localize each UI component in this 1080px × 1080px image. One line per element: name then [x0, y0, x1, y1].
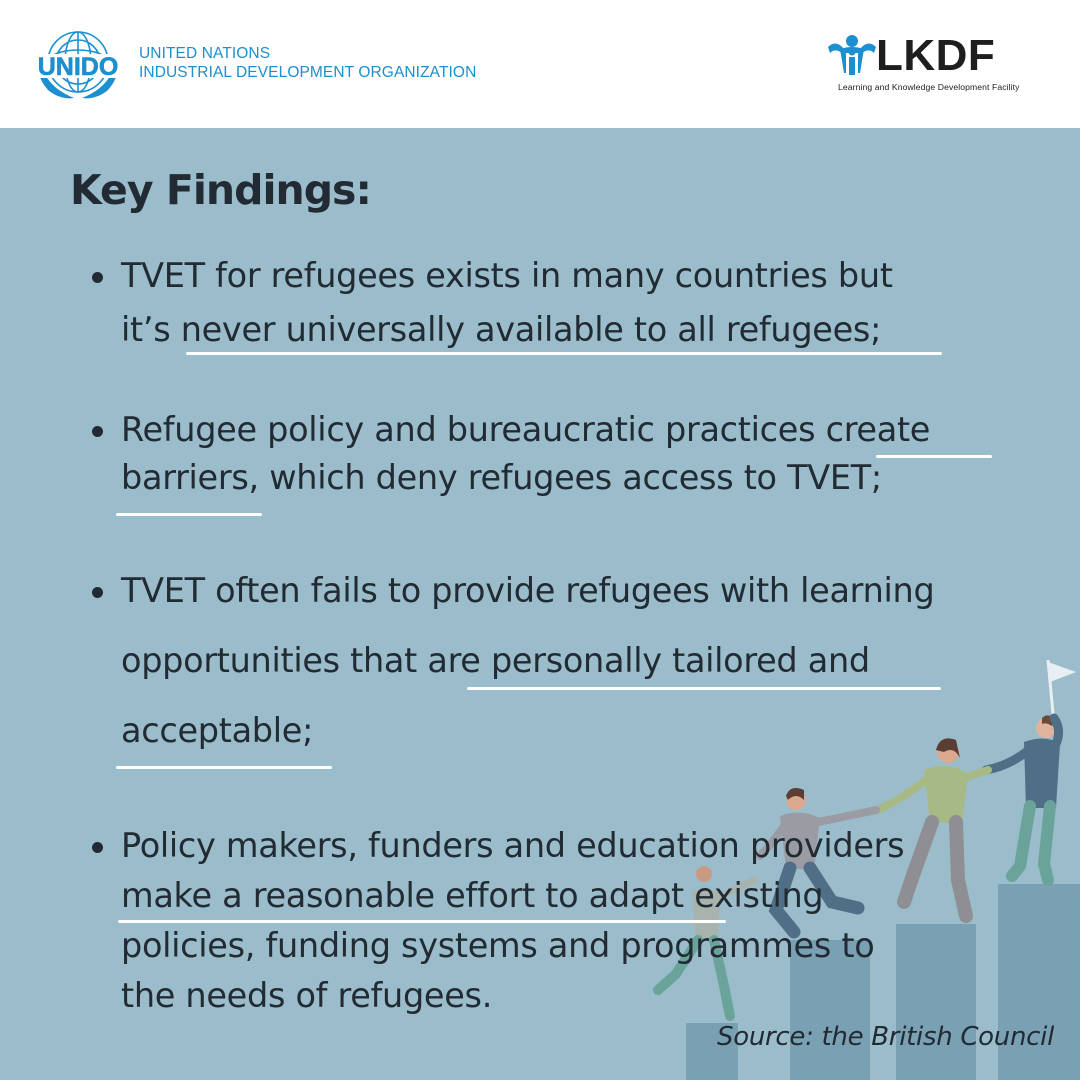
findings-list [90, 0, 1050, 1080]
bullet-3-line-3: acceptable; [121, 711, 314, 750]
underline-highlight [116, 766, 332, 769]
unido-logo-text: UNIDO [37, 53, 119, 81]
underline-highlight [118, 920, 726, 923]
bullet-dot [92, 587, 103, 598]
bullet-4-line-2: make a reasonable effort to adapt existing [121, 876, 824, 915]
source-credit: Source: the British Council [717, 1022, 1054, 1052]
underline-highlight [467, 687, 941, 690]
bullet-1-line-2: it’s never universally available to all refugees; [121, 310, 882, 349]
underline-highlight [186, 352, 942, 355]
lkdf-title: LKDF [876, 31, 996, 80]
bullet-3-line-2: opportunities that are personally tailored and [121, 641, 870, 680]
bullet-dot [92, 426, 103, 437]
page-heading: Key Findings: [70, 166, 371, 214]
unido-line-2: INDUSTRIAL DEVELOPMENT ORGANIZATION [139, 64, 477, 81]
unido-line-1: UNITED NATIONS [139, 45, 271, 62]
underline-highlight [876, 455, 992, 458]
bullet-dot [92, 842, 103, 853]
bullet-3-line-1: TVET often fails to provide refugees with learning [121, 571, 935, 610]
bullet-2-line-2: barriers, which deny refugees access to TVET; [121, 458, 882, 497]
bullet-1-line-1: TVET for refugees exists in many countries but [121, 256, 893, 295]
bullet-dot [92, 272, 103, 283]
underline-highlight [116, 513, 262, 516]
bullet-2-line-1: Refugee policy and bureaucratic practices create [121, 410, 931, 449]
bullet-4-line-1: Policy makers, funders and education providers [121, 826, 905, 865]
lkdf-subtitle: Learning and Knowledge Development Facility [838, 82, 1020, 92]
bullet-4-line-4: the needs of refugees. [121, 976, 493, 1015]
bullet-4-line-3: policies, funding systems and programmes to [121, 926, 875, 965]
